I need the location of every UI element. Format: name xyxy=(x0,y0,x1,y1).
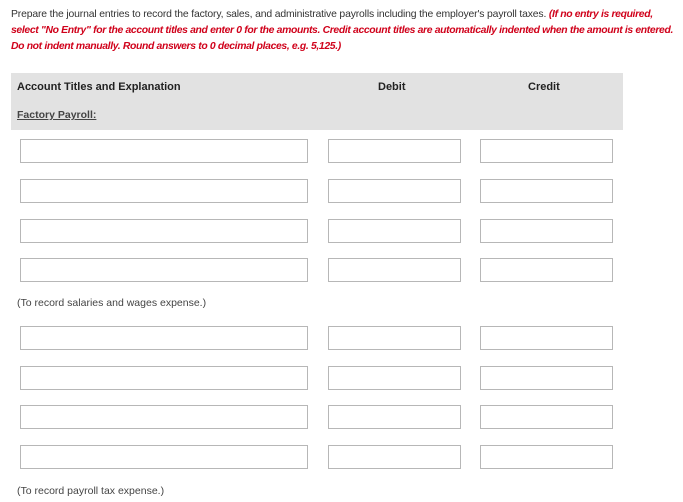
debit-input[interactable] xyxy=(328,326,461,350)
credit-input[interactable] xyxy=(480,179,613,203)
column-header-debit: Debit xyxy=(378,81,406,93)
account-title-input[interactable] xyxy=(20,179,308,203)
credit-input[interactable] xyxy=(480,366,613,390)
entry-explanation: (To record payroll tax expense.) xyxy=(17,485,165,497)
credit-input[interactable] xyxy=(480,405,613,429)
debit-input[interactable] xyxy=(328,139,461,163)
account-title-input[interactable] xyxy=(20,366,308,390)
debit-input[interactable] xyxy=(328,405,461,429)
entry-explanation: (To record salaries and wages expense.) xyxy=(17,297,207,309)
credit-input[interactable] xyxy=(480,445,613,469)
debit-input[interactable] xyxy=(328,179,461,203)
instructions-main: Prepare the journal entries to record the factory, sales, and administrative payrolls including the employer's payroll taxes. xyxy=(11,9,549,20)
account-title-input[interactable] xyxy=(20,326,308,350)
debit-input[interactable] xyxy=(328,445,461,469)
debit-input[interactable] xyxy=(328,219,461,243)
section-title: Factory Payroll: xyxy=(17,109,97,121)
account-title-input[interactable] xyxy=(20,139,308,163)
debit-input[interactable] xyxy=(328,258,461,282)
account-title-input[interactable] xyxy=(20,258,308,282)
credit-input[interactable] xyxy=(480,219,613,243)
column-header-account: Account Titles and Explanation xyxy=(17,81,181,93)
column-header-credit: Credit xyxy=(528,81,560,93)
credit-input[interactable] xyxy=(480,139,613,163)
account-title-input[interactable] xyxy=(20,445,308,469)
debit-input[interactable] xyxy=(328,366,461,390)
account-title-input[interactable] xyxy=(20,219,308,243)
credit-input[interactable] xyxy=(480,326,613,350)
account-title-input[interactable] xyxy=(20,405,308,429)
instructions-note: (If no entry is required, select "No Entry" for the account titles and enter 0 for the amounts. Credit account titles are automatically indented when the amount is entered. Do not indent manually. Round answers to 0 decimal places, e.g. 5,125.) xyxy=(11,9,673,52)
credit-input[interactable] xyxy=(480,258,613,282)
instructions xyxy=(11,7,681,55)
